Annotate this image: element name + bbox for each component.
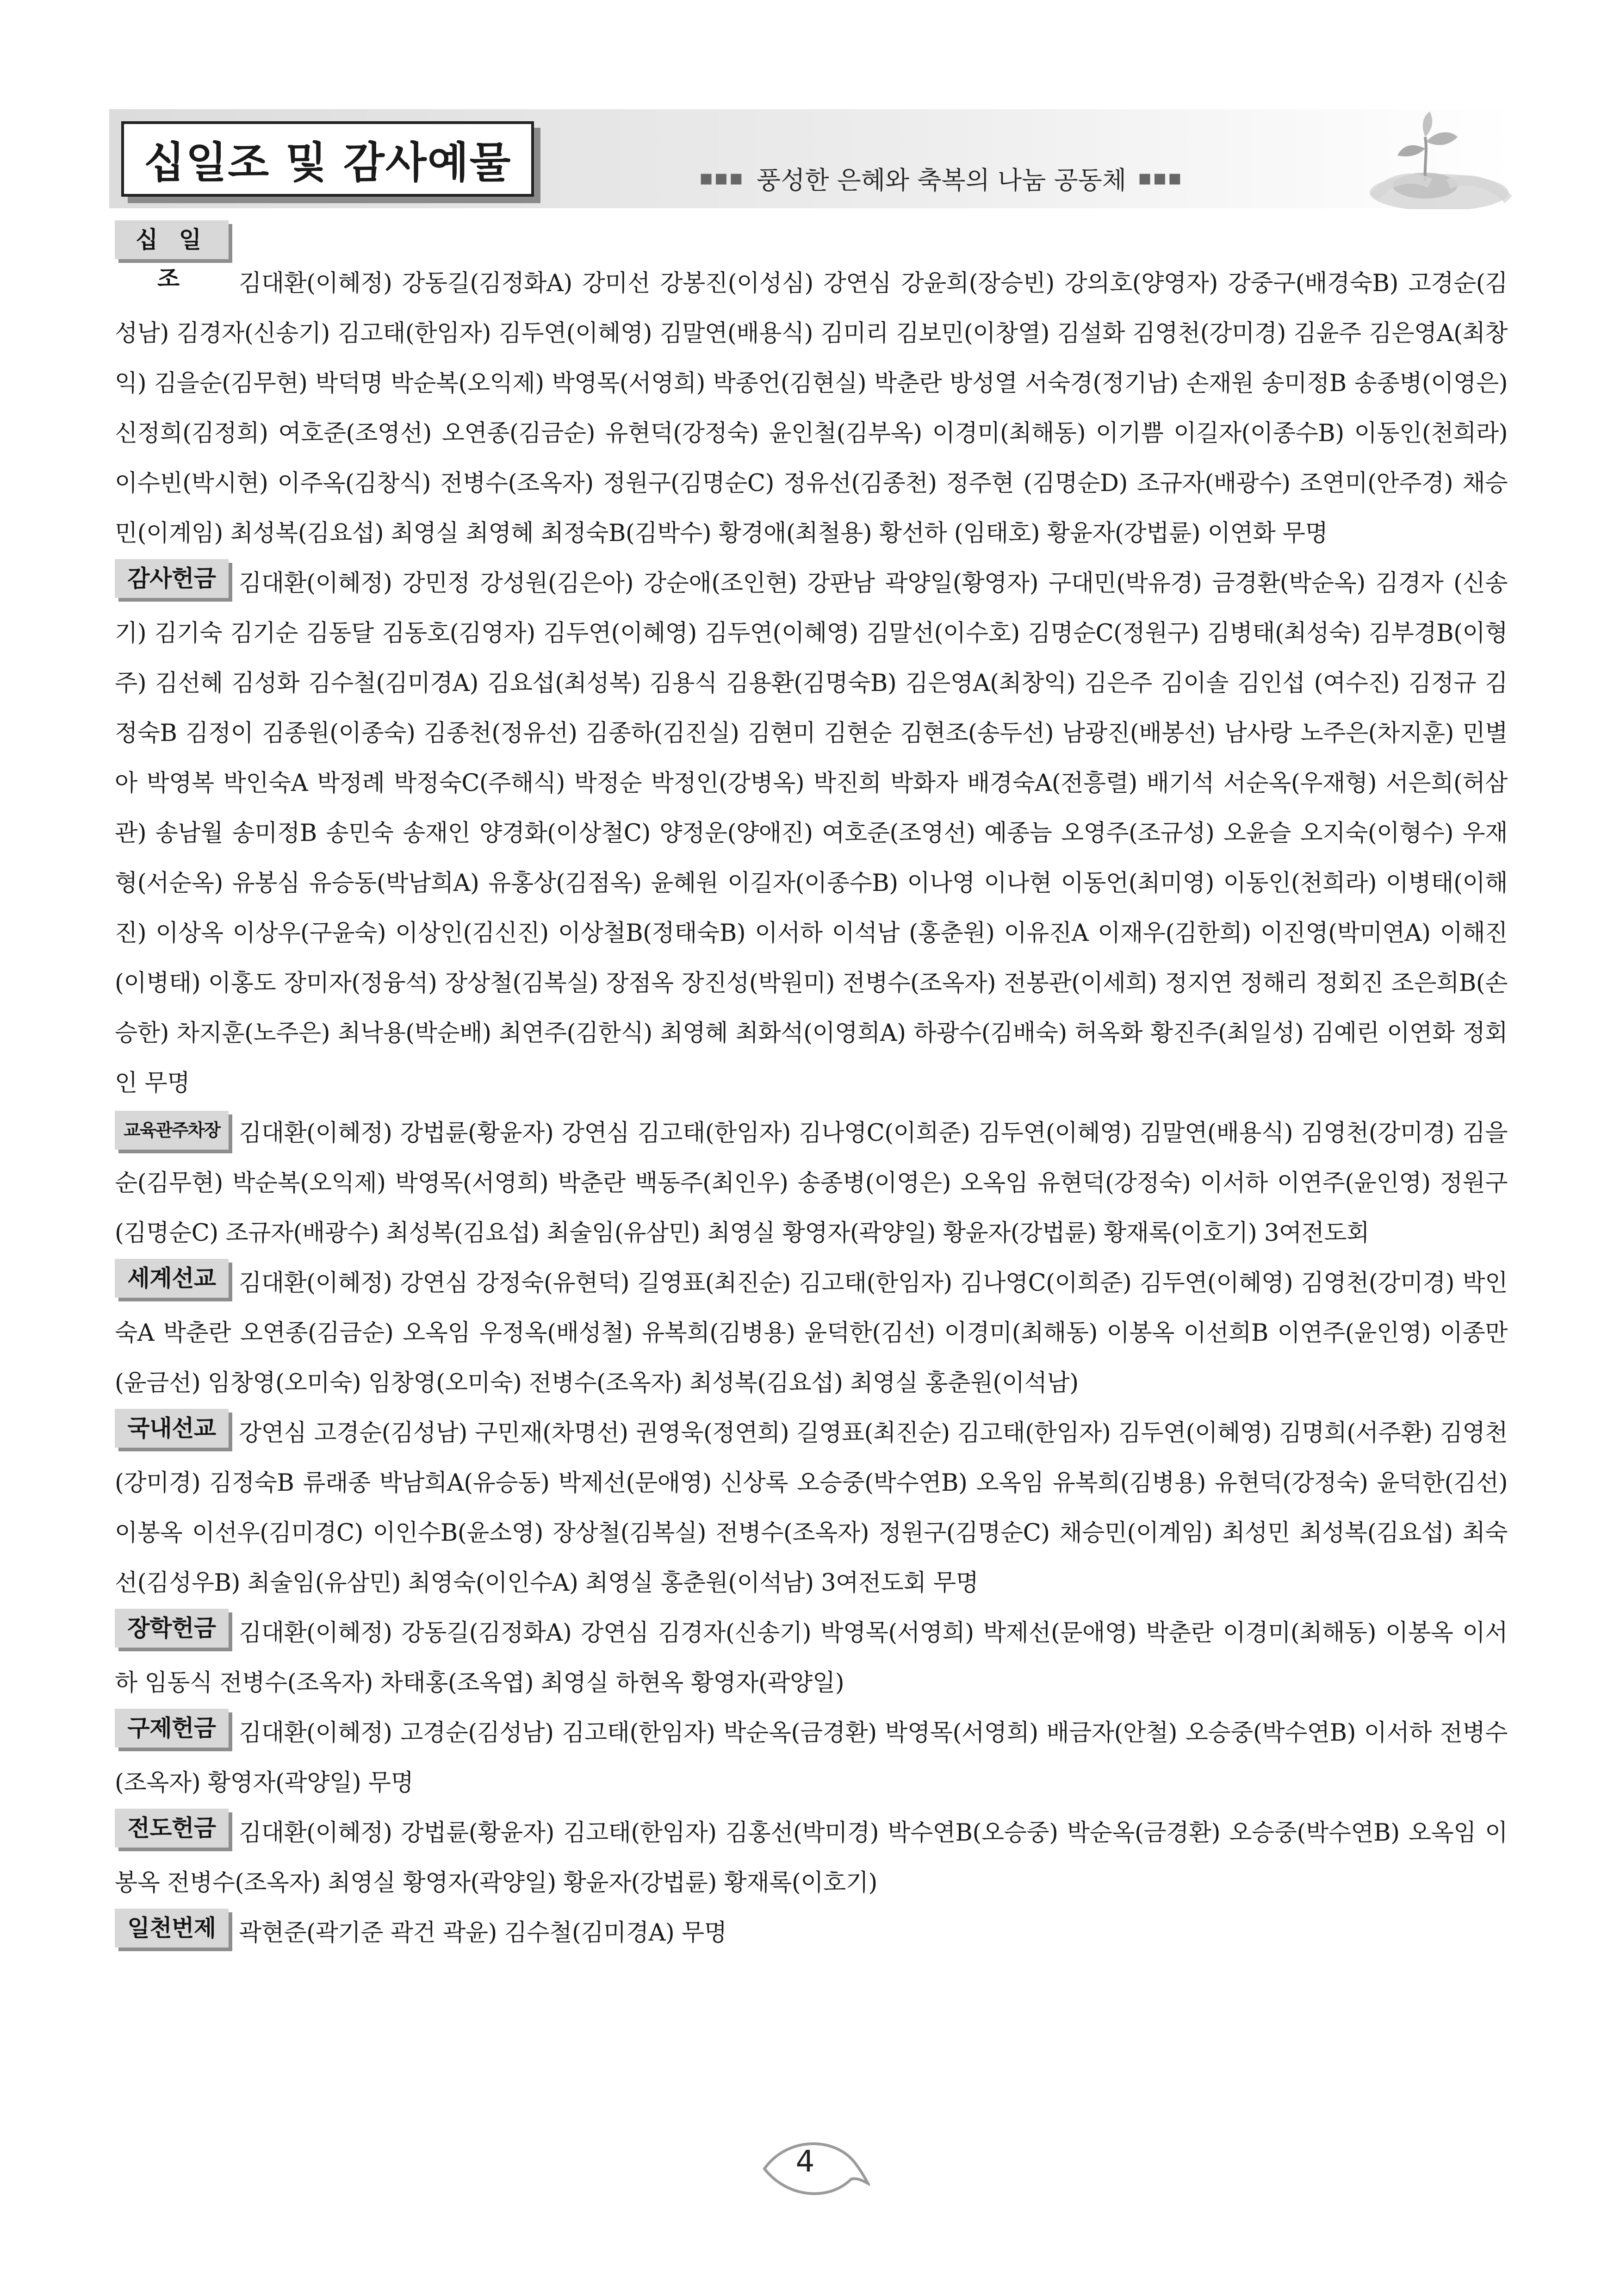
section-relief (115, 1708, 1508, 1808)
section-paragraph (115, 1608, 1508, 1708)
donor-names: 김대환(이혜정) 강연심 강정숙(유현덕) 길영표(최진순) 김고태(한임자) 김나영C(이희준) 김두연(이혜영) 김영천(강미경) 박인숙A 박춘란 오연종(김금순) 오옥임 우정옥(배성철) 유복희(김병용) 윤덕한(김선) 이경미(최해동) 이봉옥 이선희B 이연주(윤인영) 이종만(윤금선) 임창영(오미숙) 임창영(오미숙) 전병수(조옥자) 최성복(김요섭) 최영실 홍춘원(이석남) (115, 1269, 1508, 1397)
section-thousand-offerings (115, 1908, 1508, 1958)
section-label: 세계선교 (115, 1259, 229, 1298)
section-paragraph (115, 1408, 1508, 1608)
section-label: 전도헌금 (115, 1809, 229, 1848)
section-label: 교육관주차장 (115, 1111, 229, 1150)
subtitle-text: 풍성한 은혜와 축복의 나눔 공동체 (757, 165, 1127, 195)
plant-in-hands-icon (1333, 105, 1518, 209)
section-paragraph (115, 1708, 1508, 1808)
section-label: 구제헌금 (115, 1709, 229, 1748)
page-number: 4 (795, 2145, 815, 2179)
section-world-mission (115, 1258, 1508, 1408)
section-label: 장학헌금 (115, 1609, 229, 1648)
section-paragraph (115, 1108, 1508, 1258)
section-thanksgiving (115, 559, 1508, 1108)
section-evangelism (115, 1808, 1508, 1908)
section-tithe (115, 220, 1508, 559)
donor-names: 김대환(이혜정) 강동길(김정화A) 강미선 강봉진(이성심) 강연심 강윤희(장승빈) 강의호(양영자) 강중구(배경숙B) 고경순(김성남) 김경자(신송기) 김고태(한임자) 김두연(이혜영) 김말연(배용식) 김미리 김보민(이창열) 김설화 김영천(강미경) 김윤주 김은영A(최창익) 김을순(김무현) 박덕명 박순복(오익제) 박영목(서영희) 박종언(김현실) 박춘란 방성열 서숙경(정기남) 손재원 송미정B 송종병(이영은) 신정희(김정희) 여호준(조영선) 오연종(김금순) 유현덕(강정숙) 윤인철(김부옥) 이경미(최해동) 이기쁨 이길자(이종수B) 이동인(천희라) 이수빈(박시현) 이주옥(김창식) 전병수(조옥자) 정원구(김명순C) 정유선(김종천) 정주현 (김명순D) 조규자(배광수) 조연미(안주경) 채승민(이계임) 최성복(김요섭) 최영실 최영혜 최정숙B(김박수) 황경애(최철용) 황선하 (임태호) 황윤자(강법륜) 이연화 무명 (115, 270, 1508, 547)
donor-names: 강연심 고경순(김성남) 구민재(차명선) 권영욱(정연희) 길영표(최진순) 김고태(한임자) 김두연(이혜영) 김명희(서주환) 김영천(강미경) 김정숙B 류래종 박남희A(유승동) 박제선(문애영) 신상록 오승중(박수연B) 오옥임 유복희(김병용) 유현덕(강정숙) 윤덕한(김선) 이봉옥 이선우(김미경C) 이인수B(윤소영) 장상철(김복실) 전병수(조옥자) 정원구(김명순C) 채승민(이계임) 최성민 최성복(김요섭) 최숙선(김성우B) 최술임(유삼민) 최영숙(이인수A) 최영실 홍춘원(이석남) 3여전도회 무명 (115, 1419, 1508, 1597)
offering-list (115, 220, 1508, 1958)
title-box (121, 121, 534, 197)
donor-names: 김대환(이혜정) 강법륜(황윤자) 김고태(한임자) 김홍선(박미경) 박수연B(오승중) 박순옥(금경환) 오승중(박수연B) 오옥임 이봉옥 전병수(조옥자) 최영실 황영자(곽양일) 황윤자(강법륜) 황재록(이호기) (115, 1819, 1508, 1897)
section-label: 감사헌금 (115, 559, 229, 598)
section-paragraph (115, 1808, 1508, 1908)
donor-names: 곽현준(곽기준 곽건 곽윤) 김수철(김미경A) 무명 (239, 1919, 727, 1947)
section-label: 국내선교 (115, 1409, 229, 1448)
page-footer (759, 2133, 870, 2202)
section-domestic-mission (115, 1408, 1508, 1608)
donor-names: 김대환(이혜정) 강법륜(황윤자) 강연심 김고태(한임자) 김나영C(이희준) 김두연(이혜영) 김말연(배용식) 김영천(강미경) 김을순(김무현) 박순복(오익제) 박영목(서영희) 박춘란 백동주(최인우) 송종병(이영은) 오옥임 유현덕(강정숙) 이서하 이연주(윤인영) 정원구(김명순C) 조규자(배광수) 최성복(김요섭) 최술임(유삼민) 최영실 황영자(곽양일) 황윤자(강법륜) 황재록(이호기) 3여전도회 (115, 1120, 1508, 1247)
donor-names: 김대환(이혜정) 강동길(김정화A) 강연심 김경자(신송기) 박영목(서영희) 박제선(문애영) 박춘란 이경미(최해동) 이봉옥 이서하 임동식 전병수(조옥자) 차태홍(조옥엽) 최영실 하현옥 황영자(곽양일) (115, 1619, 1508, 1697)
section-paragraph (115, 220, 1508, 559)
donor-names: 김대환(이혜정) 강민정 강성원(김은아) 강순애(조인현) 강판남 곽양일(황영자) 구대민(박유경) 금경환(박순옥) 김경자 (신송기) 김기숙 김기순 김동달 김동호(김영자) 김두연(이혜영) 김두연(이혜영) 김말선(이수호) 김명순C(정원구) 김병태(최성숙) 김부경B(이형주) 김선혜 김성화 김수철(김미경A) 김요섭(최성복) 김용식 김용환(김명숙B) 김은영A(최창익) 김은주 김이솔 김인섭 (여수진) 김정규 김정숙B 김정이 김종원(이종숙) 김종천(정유선) 김종하(김진실) 김현미 김현순 김현조(송두선) 남광진(배봉선) 남사랑 노주은(차지훈) 민별아 박영복 박인숙A 박정례 박정숙C(주해식) 박정순 박정인(강병옥) 박진희 박화자 배경숙A(전흥렬) 배기석 서순옥(우재형) 서은희(허삼관) 송남월 송미정B 송민숙 송재인 양경화(이상철C) 양정운(양애진) 여호준(조영선) 예종늠 오영주(조규성) 오윤슬 오지숙(이형수) 우재형(서순옥) 유봉심 유승동(박남희A) 유홍상(김점옥) 윤혜원 이길자(이종수B) 이나영 이나현 이동언(최미영) 이동인(천희라) 이병태(이해진) 이상옥 이상우(구윤숙) 이상인(김신진) 이상철B(정태숙B) 이서하 이석남 (홍춘원) 이유진A 이재우(김한희) 이진영(박미연A) 이해진(이병태) 이홍도 장미자(정융석) 장상철(김복실) 장점옥 장진성(박원미) 전병수(조옥자) 전봉관(이세희) 정지연 정해리 정회진 조은희B(손승한) 차지훈(노주은) 최낙용(박순배) 최연주(김한식) 최영혜 최화석(이영희A) 하광수(김배숙) 허옥화 황진주(최일성) 김예린 이연화 정회인 무명 (115, 570, 1508, 1097)
section-scholarship (115, 1608, 1508, 1708)
section-label: 일천번제 (115, 1909, 229, 1948)
subtitle-dots-right: ■■■ (1138, 170, 1184, 187)
donor-names: 김대환(이혜정) 고경순(김성남) 김고태(한임자) 박순옥(금경환) 박영목(서영희) 배금자(안철) 오승중(박수연B) 이서하 전병수(조옥자) 황영자(곽양일) 무명 (115, 1719, 1508, 1797)
section-label: 십 일 조 (115, 220, 229, 259)
section-paragraph (115, 1258, 1508, 1408)
section-education-parking (115, 1108, 1508, 1258)
subtitle-dots-left: ■■■ (700, 170, 745, 187)
section-paragraph (115, 1908, 1508, 1958)
section-paragraph (115, 559, 1508, 1108)
page-title: 십일조 및 감사예물 (143, 137, 512, 187)
subtitle (700, 162, 1183, 194)
